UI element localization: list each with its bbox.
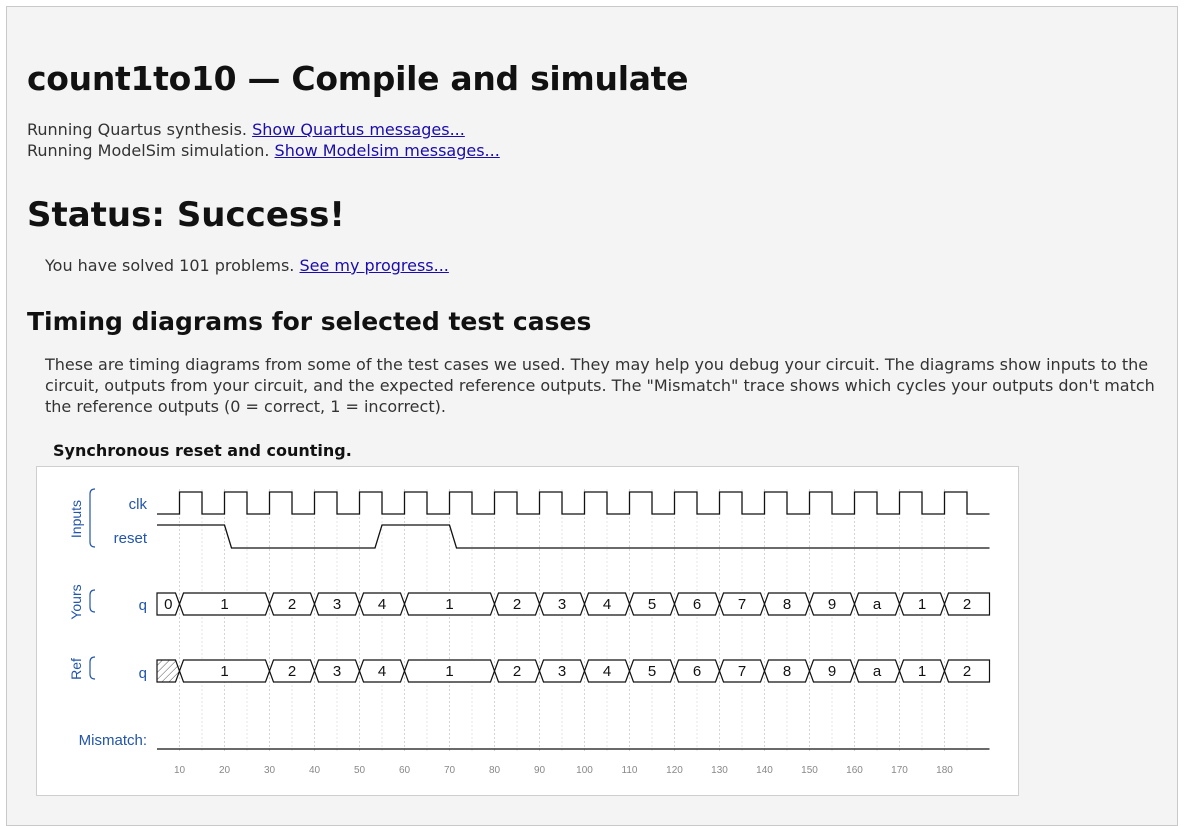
yours-q-value-label: 2 [287, 596, 297, 613]
timing-diagram [36, 466, 1019, 796]
quartus-line [27, 119, 500, 140]
yours-q-value-label: 6 [692, 596, 702, 613]
ref-q-value-label: 8 [782, 663, 792, 680]
timing-diagram-svg [37, 467, 1020, 797]
reset-signal-label: reset [113, 530, 147, 547]
ref-q-value-label: 1 [445, 663, 454, 680]
time-gridlines [180, 489, 968, 752]
modelsim-line [27, 140, 500, 161]
yours-q-value-label: 1 [445, 596, 454, 613]
inputs-bracket [90, 489, 95, 547]
yours-q-value-label: 2 [512, 596, 522, 613]
yours-q-value-label: 5 [647, 596, 657, 613]
ref-q-value-label: 3 [332, 663, 342, 680]
time-tick-label: 30 [263, 765, 276, 776]
mismatch-signal-label: Mismatch: [78, 732, 147, 749]
status-heading: Status: Success! [27, 195, 345, 235]
clk-signal-label: clk [128, 496, 147, 513]
page-frame [6, 6, 1178, 826]
see-my-progress-link[interactable]: See my progress... [299, 256, 449, 275]
ref-bracket [90, 657, 95, 679]
ref-q-value-label: 2 [512, 663, 522, 680]
yours-q-value-label: 3 [557, 596, 567, 613]
time-tick-label: 70 [443, 765, 456, 776]
yours-q-value-label: 4 [377, 596, 387, 613]
ref-q-value-label: 2 [287, 663, 297, 680]
ref-q-value-label: 3 [557, 663, 567, 680]
show-quartus-messages-link[interactable]: Show Quartus messages... [252, 120, 465, 139]
yours-q-value-label: 9 [827, 596, 837, 613]
time-tick-label: 20 [218, 765, 231, 776]
clk-waveform [157, 492, 990, 514]
yours-group-label: Yours [68, 584, 84, 620]
modelsim-status-text: Running ModelSim simulation. [27, 141, 270, 160]
time-tick-label: 120 [666, 765, 683, 776]
yours-bracket [90, 590, 95, 612]
ref-q-value-label: 4 [602, 663, 612, 680]
inputs-group-label: Inputs [68, 499, 84, 539]
time-tick-label: 130 [711, 765, 728, 776]
testcase-caption: Synchronous reset and counting. [53, 441, 352, 460]
time-tick-label: 160 [846, 765, 863, 776]
yours-q-value-label: 7 [737, 596, 747, 613]
show-modelsim-messages-link[interactable]: Show Modelsim messages... [274, 141, 500, 160]
time-tick-label: 10 [173, 765, 186, 776]
yours-q-trace [157, 593, 990, 615]
run-status [27, 119, 500, 161]
yours-q-value-label: 3 [332, 596, 342, 613]
ref-q-value-label: 1 [220, 663, 229, 680]
ref-q-value-label: 1 [917, 663, 927, 680]
ref-q-trace [157, 660, 990, 682]
timing-heading: Timing diagrams for selected test cases [27, 307, 592, 336]
solved-text: You have solved 101 problems. [45, 256, 295, 275]
time-tick-label: 50 [353, 765, 366, 776]
yours-q-value-label: 8 [782, 596, 792, 613]
yours-q-value-label: 2 [962, 596, 972, 613]
ref-q-value-label: 7 [737, 663, 747, 680]
solved-summary [45, 256, 449, 275]
time-tick-label: 90 [533, 765, 546, 776]
yours-q-value-label: 1 [220, 596, 229, 613]
yours-q-value-label: a [872, 596, 882, 613]
ref-q-value-label: 6 [692, 663, 702, 680]
ref-q-signal-label: q [138, 665, 147, 682]
time-tick-label: 110 [621, 765, 638, 776]
time-tick-label: 140 [756, 765, 773, 776]
time-tick-label: 180 [936, 765, 953, 776]
time-tick-label: 170 [891, 765, 908, 776]
time-tick-label: 100 [576, 765, 593, 776]
time-tick-label: 150 [801, 765, 818, 776]
clk-trace [157, 492, 990, 514]
page-title: count1to10 — Compile and simulate [27, 59, 689, 98]
time-tick-label: 80 [488, 765, 501, 776]
yours-q-signal-label: q [138, 597, 147, 614]
ref-q-value-label: 9 [827, 663, 837, 680]
time-tick-label: 40 [308, 765, 321, 776]
ref-q-value-label: 2 [962, 663, 972, 680]
ref-q-value-label: a [872, 663, 882, 680]
yours-q-value-label: 1 [917, 596, 927, 613]
time-axis [174, 765, 953, 776]
ref-q-segment [157, 660, 180, 682]
yours-q-value-label: 4 [602, 596, 612, 613]
timing-description: These are timing diagrams from some of the test cases we used. They may help you debug your circuit. The diagrams show inputs to the circuit, outputs from your circuit, and the expected reference outputs. The "Mismatch" trace shows which cycles your outputs don't match the reference outputs (0 = correct, 1 = incorrect). [45, 355, 1155, 416]
ref-group-label: Ref [68, 658, 84, 680]
reset-trace [157, 525, 990, 548]
ref-q-value-label: 4 [377, 663, 387, 680]
yours-q-value-label: 0 [164, 596, 173, 613]
quartus-status-text: Running Quartus synthesis. [27, 120, 248, 139]
time-tick-label: 60 [398, 765, 411, 776]
ref-q-value-label: 5 [647, 663, 657, 680]
reset-waveform [157, 525, 990, 548]
